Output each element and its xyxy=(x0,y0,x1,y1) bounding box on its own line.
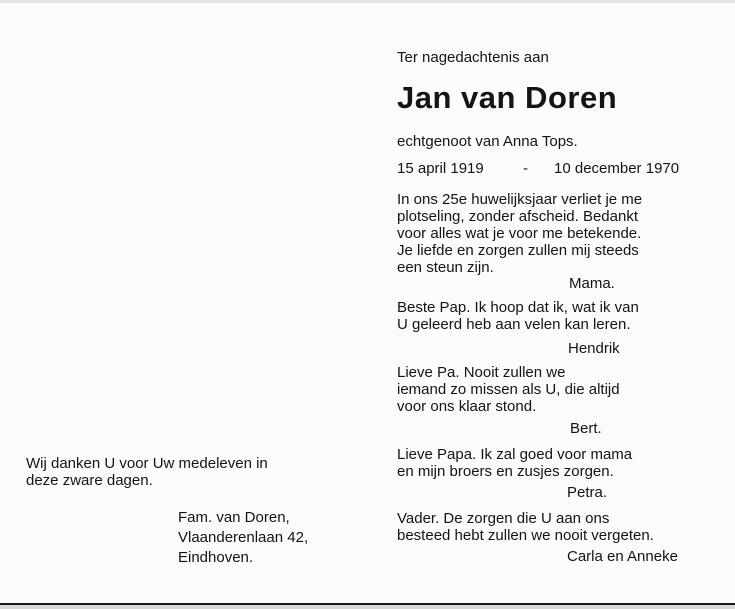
message-bert xyxy=(397,364,620,415)
death-date: 10 december 1970 xyxy=(554,160,680,177)
message-line: besteed hebt zullen we nooit vergeten. xyxy=(397,527,654,544)
family-name: Fam. van Doren, xyxy=(178,509,290,526)
thanks-line: Wij danken U voor Uw medeleven in xyxy=(26,455,268,472)
message-line: Lieve Papa. Ik zal goed voor mama xyxy=(397,446,633,463)
message-line: voor ons klaar stond. xyxy=(397,398,537,415)
message-line: en mijn broers en zusjes zorgen. xyxy=(397,463,614,480)
family-address xyxy=(178,508,308,568)
date-separator: - xyxy=(523,160,528,177)
signature-hendrik: Hendrik xyxy=(568,340,620,357)
message-line: In ons 25e huwelijksjaar verliet je me xyxy=(397,191,643,208)
birth-date: 15 april 1919 xyxy=(397,160,484,177)
thanks-note xyxy=(26,455,268,489)
thanks-line: deze zware dagen. xyxy=(26,472,153,489)
message-line: U geleerd heb aan velen kan leren. xyxy=(397,316,631,333)
message-line: een steun zijn. xyxy=(397,259,494,276)
message-line: Beste Pap. Ik hoop dat ik, wat ik van xyxy=(397,299,639,316)
message-line: Lieve Pa. Nooit zullen we xyxy=(397,364,566,381)
signature-mama: Mama. xyxy=(569,275,615,292)
signature-petra: Petra. xyxy=(567,484,608,501)
family-street: Vlaanderenlaan 42, xyxy=(178,529,309,546)
message-line: plotseling, zonder afscheid. Bedankt xyxy=(397,208,638,225)
message-line: Je liefde en zorgen zullen mij steeds xyxy=(397,242,639,259)
deceased-name: Jan van Doren xyxy=(397,80,618,115)
message-carla-anneke xyxy=(397,510,654,544)
card-top-edge xyxy=(0,0,735,3)
message-hendrik xyxy=(397,299,639,333)
message-petra xyxy=(397,446,632,480)
message-line: Vader. De zorgen die U aan ons xyxy=(397,510,610,527)
card-bottom-shadow xyxy=(0,605,735,609)
message-line: iemand zo missen als U, die altijd xyxy=(397,381,620,398)
memorial-lead: Ter nagedachtenis aan xyxy=(397,49,549,66)
spouse-line: echtgenoot van Anna Tops. xyxy=(397,133,578,150)
message-mama xyxy=(397,191,642,276)
family-city: Eindhoven. xyxy=(178,549,254,566)
signature-carla-anneke: Carla en Anneke xyxy=(567,548,678,565)
signature-bert: Bert. xyxy=(570,420,602,437)
message-line: voor alles wat je voor me betekende. xyxy=(397,225,642,242)
